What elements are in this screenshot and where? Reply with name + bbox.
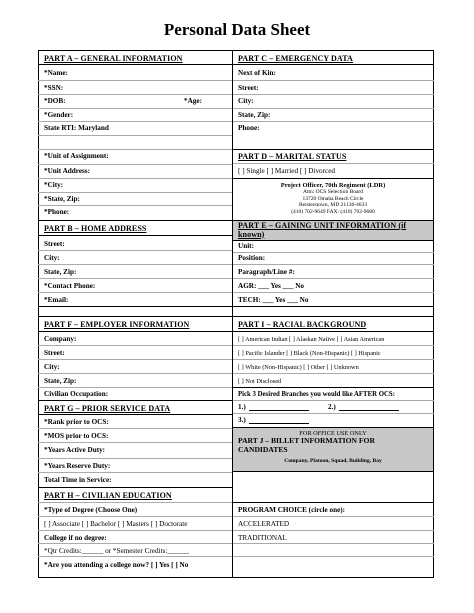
degree-type-label: *Type of Degree (Choose One) bbox=[44, 506, 138, 514]
rule bbox=[233, 502, 434, 503]
rule bbox=[233, 427, 434, 428]
rule bbox=[233, 292, 434, 293]
program-accelerated[interactable]: ACCELERATED bbox=[238, 520, 290, 528]
rule bbox=[38, 556, 232, 557]
no-degree-label: College if no degree: bbox=[44, 534, 107, 542]
ssn-field[interactable]: *SSN: bbox=[44, 84, 64, 92]
rule bbox=[38, 80, 232, 81]
rule bbox=[38, 149, 232, 150]
rule bbox=[233, 306, 434, 307]
racial-options-4[interactable]: [ ] Not Disclosed bbox=[238, 378, 282, 385]
branches-label: Pick 3 Desired Branches you would like AFTER OCS: bbox=[238, 391, 395, 398]
employer-state-zip-field[interactable]: State, Zip: bbox=[44, 377, 77, 385]
rule bbox=[38, 278, 232, 279]
rule bbox=[38, 205, 232, 206]
rule bbox=[233, 94, 434, 95]
project-officer-title: Project Officer, 70th Regiment (LDR) bbox=[280, 182, 386, 189]
rule bbox=[38, 235, 232, 236]
rule bbox=[233, 316, 434, 317]
next-of-kin-field[interactable]: Next of Kin: bbox=[238, 69, 276, 77]
home-city-field[interactable]: City: bbox=[44, 254, 60, 262]
address-line-2: 13720 Omaha Beach Circle bbox=[302, 195, 364, 202]
gaining-unit-field[interactable]: Unit: bbox=[238, 242, 254, 250]
branch-2-label: 2.) bbox=[328, 403, 336, 411]
racial-options-3[interactable]: [ ] White (Non-Hispanic) [ ] Other [ ] Unknown bbox=[238, 364, 359, 371]
rule bbox=[233, 163, 434, 164]
unit-city-field[interactable]: *City: bbox=[44, 181, 64, 189]
column-divider bbox=[232, 50, 233, 578]
address-line-1: Attn: OCS Selection Board bbox=[302, 189, 364, 195]
rule bbox=[233, 530, 434, 531]
rule bbox=[38, 387, 232, 388]
occupation-field[interactable]: Civilian Occupation: bbox=[44, 390, 109, 398]
address-line-3: Reisterstown, MD 21136-4633 bbox=[298, 202, 368, 208]
branch-1-label: 1.) bbox=[238, 403, 246, 411]
home-street-field[interactable]: Street: bbox=[44, 240, 65, 248]
part-g-header: PART G – PRIOR SERVICE DATA bbox=[44, 404, 171, 413]
email-field[interactable]: *Email: bbox=[44, 296, 69, 304]
rule bbox=[233, 359, 434, 360]
rule bbox=[233, 64, 434, 65]
rule bbox=[38, 306, 232, 307]
rule bbox=[38, 121, 232, 122]
emergency-state-zip-field[interactable]: State, Zip: bbox=[238, 111, 271, 119]
rule bbox=[38, 487, 232, 488]
rule bbox=[233, 252, 434, 253]
rule bbox=[38, 373, 232, 374]
rule bbox=[38, 316, 232, 317]
part-a-header: PART A – GENERAL INFORMATION bbox=[44, 54, 183, 63]
rule bbox=[38, 530, 232, 531]
part-c-header: PART C – EMERGENCY DATA bbox=[238, 54, 353, 63]
mos-field[interactable]: *MOS prior to OCS: bbox=[44, 432, 109, 440]
rule bbox=[233, 108, 434, 109]
state-rti-field[interactable]: State RTI: Maryland bbox=[44, 124, 109, 132]
rule bbox=[38, 331, 232, 332]
rule bbox=[38, 108, 232, 109]
rule bbox=[38, 164, 232, 165]
unit-phone-field[interactable]: *Phone: bbox=[44, 208, 70, 216]
company-field[interactable]: Company: bbox=[44, 335, 77, 343]
rule bbox=[233, 373, 434, 374]
racial-options-1[interactable]: [ ] American Indian [ ] Alaskan Native [ ] Asian American bbox=[238, 336, 385, 343]
program-choice-label: PROGRAM CHOICE (circle one): bbox=[238, 506, 346, 514]
rule bbox=[38, 428, 232, 429]
page-title: Personal Data Sheet bbox=[163, 20, 311, 39]
tech-field[interactable]: TECH: ___ Yes ___ No bbox=[238, 296, 309, 304]
part-f-header: PART F – EMPLOYER INFORMATION bbox=[44, 320, 190, 329]
rule bbox=[38, 192, 232, 193]
branch-1-line[interactable] bbox=[249, 410, 309, 411]
rule bbox=[38, 502, 232, 503]
billet-subtitle: Company, Platoon, Squad, Building, Bay bbox=[284, 458, 382, 464]
rule bbox=[233, 345, 434, 346]
unit-state-zip-field[interactable]: *State, Zip: bbox=[44, 195, 80, 203]
branch-3-line[interactable] bbox=[249, 423, 309, 424]
rule bbox=[38, 472, 232, 473]
rule bbox=[38, 400, 232, 401]
employer-city-field[interactable]: City: bbox=[44, 363, 60, 371]
rule bbox=[38, 264, 232, 265]
part-b-header: PART B – HOME ADDRESS bbox=[44, 224, 147, 233]
gender-field[interactable]: *Gender: bbox=[44, 111, 74, 119]
rule bbox=[233, 543, 434, 544]
attending-college-field[interactable]: *Are you attending a college now? [ ] Yes [ ] No bbox=[44, 561, 189, 569]
degree-options[interactable]: [ ] Associate [ ] Bachelor [ ] Masters [ ] Doctorate bbox=[44, 520, 188, 528]
rule bbox=[233, 240, 434, 241]
name-field[interactable]: *Name: bbox=[44, 69, 68, 77]
reserve-duty-field[interactable]: *Years Reserve Duty: bbox=[44, 462, 111, 470]
contact-phone-field[interactable]: *Contact Phone: bbox=[44, 282, 96, 290]
total-time-field[interactable]: Total Time in Service: bbox=[44, 476, 112, 484]
rule bbox=[38, 442, 232, 443]
agr-field[interactable]: AGR: ___ Yes ___ No bbox=[238, 282, 305, 290]
age-field[interactable]: *Age: bbox=[184, 97, 202, 105]
rule bbox=[233, 149, 434, 150]
rule bbox=[38, 345, 232, 346]
emergency-phone-field[interactable]: Phone: bbox=[238, 124, 260, 132]
rule bbox=[233, 556, 434, 557]
program-traditional[interactable]: TRADITIONAL bbox=[238, 534, 287, 542]
part-j-header: PART J – BILLET INFORMATION FOR CANDIDATES bbox=[238, 436, 375, 454]
emergency-city-field[interactable]: City: bbox=[238, 97, 254, 105]
rule bbox=[233, 278, 434, 279]
rule bbox=[233, 331, 434, 332]
rule bbox=[233, 471, 434, 472]
active-duty-field[interactable]: *Years Active Duty: bbox=[44, 446, 106, 454]
part-e-header: PART E – GAINING UNIT INFORMATION (if known) bbox=[238, 221, 407, 239]
address-line-4: (410) 702-9649 FAX: (410) 702-9680 bbox=[291, 208, 375, 215]
branch-3-label: 3.) bbox=[238, 416, 246, 424]
rule bbox=[233, 413, 434, 414]
rule bbox=[233, 264, 434, 265]
branch-2-line[interactable] bbox=[339, 410, 399, 411]
unit-assignment-field[interactable]: *Unit of Assignment: bbox=[44, 152, 109, 160]
rule bbox=[233, 387, 434, 388]
paragraph-line-field[interactable]: Paragraph/Line #: bbox=[238, 268, 295, 276]
rule bbox=[38, 94, 232, 95]
racial-options-2[interactable]: [ ] Pacific Islander [ ] Black (Non-Hispanic) [ ] Hispanic bbox=[238, 350, 381, 357]
rank-field[interactable]: *Rank prior to OCS: bbox=[44, 418, 109, 426]
office-use-label: FOR OFFICE USE ONLY bbox=[299, 430, 367, 437]
rule bbox=[233, 400, 434, 401]
part-i-header: PART I – RACIAL BACKGROUND bbox=[238, 320, 367, 329]
rule bbox=[233, 121, 434, 122]
dob-field[interactable]: *DOB: bbox=[44, 97, 66, 105]
rule bbox=[233, 516, 434, 517]
rule bbox=[38, 64, 232, 65]
rule bbox=[38, 220, 232, 221]
rule bbox=[38, 414, 232, 415]
home-state-zip-field[interactable]: State, Zip: bbox=[44, 268, 77, 276]
part-d-header: PART D – MARITAL STATUS bbox=[238, 152, 347, 161]
emergency-street-field[interactable]: Street: bbox=[238, 84, 259, 92]
rule bbox=[233, 80, 434, 81]
rule bbox=[38, 458, 232, 459]
unit-address-field[interactable]: *Unit Address: bbox=[44, 167, 90, 175]
rule bbox=[38, 543, 232, 544]
employer-street-field[interactable]: Street: bbox=[44, 349, 65, 357]
gaining-position-field[interactable]: Position: bbox=[238, 254, 266, 262]
rule bbox=[233, 178, 434, 179]
rule bbox=[38, 292, 232, 293]
credits-field[interactable]: *Qtr Credits:______ or *Semester Credits:______ bbox=[44, 547, 189, 555]
part-h-header: PART H – CIVILIAN EDUCATION bbox=[44, 491, 172, 500]
rule bbox=[38, 178, 232, 179]
rule bbox=[38, 250, 232, 251]
rule bbox=[38, 359, 232, 360]
marital-options[interactable]: [ ] Single [ ] Married [ ] Divorced bbox=[238, 167, 335, 175]
rule bbox=[38, 135, 232, 136]
rule bbox=[38, 516, 232, 517]
